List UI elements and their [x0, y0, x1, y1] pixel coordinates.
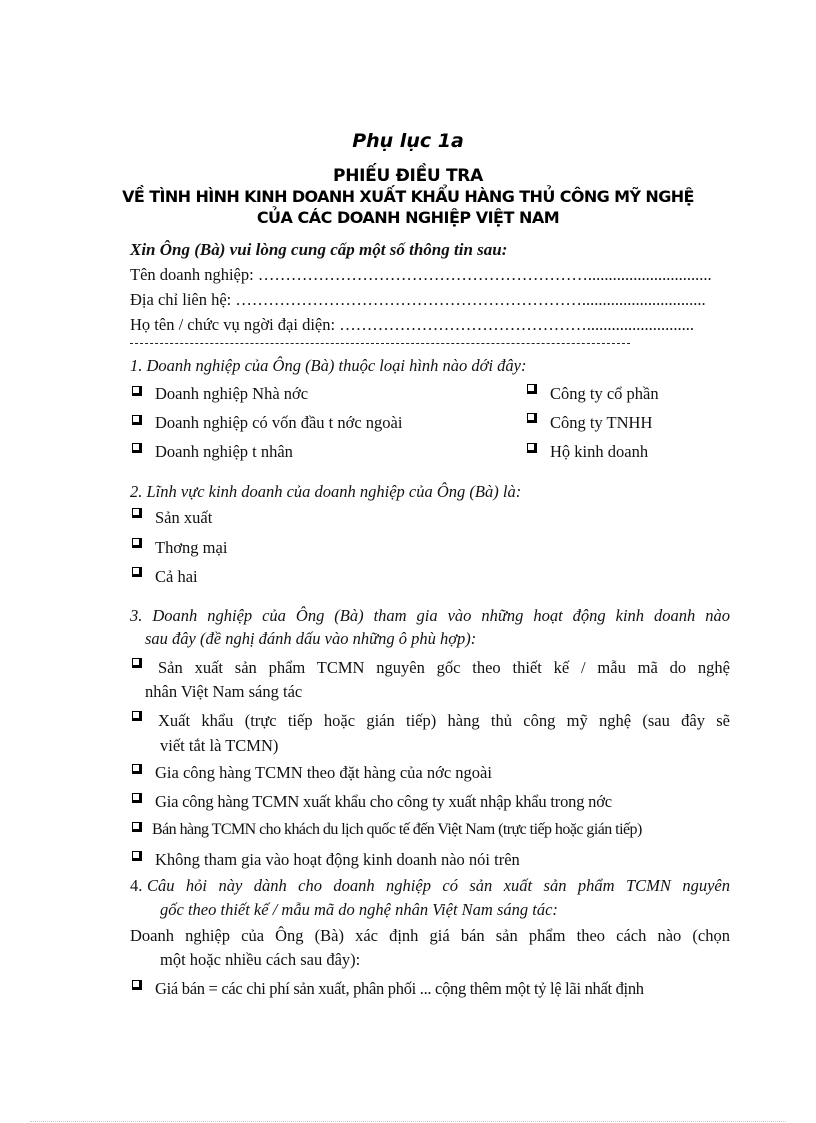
q3-option-2-checkbox[interactable] — [132, 711, 142, 721]
q2-option-2-checkbox[interactable] — [132, 538, 142, 548]
representative-field[interactable]: Họ tên / chức vụ ngời đại diện: ……………………………………….......................... — [130, 315, 694, 334]
q1-option-2-label: Công ty cổ phần — [550, 384, 659, 403]
section-divider — [130, 343, 630, 344]
q4-prompt-line2: một hoặc nhiều cách sau đây): — [160, 950, 361, 969]
q3-option-1-label-line2: nhân Việt Nam sáng tác — [145, 682, 303, 701]
q3-option-1-label-line1: Sản xuất sản phẩm TCMN nguyên gốc theo thiết kế / mẫu mã do nghệ — [158, 658, 730, 677]
q3-option-1-checkbox[interactable] — [132, 658, 142, 668]
q4-option-1-checkbox[interactable] — [132, 980, 142, 990]
q3-option-4-checkbox[interactable] — [132, 793, 142, 803]
q3-option-3-label: Gia công hàng TCMN theo đặt hàng của nớc ngoài — [155, 763, 492, 782]
q4-option-1-label: Giá bán = các chi phí sản xuất, phân phối ... cộng thêm một tỷ lệ lãi nhất định — [155, 979, 644, 998]
contact-address-field[interactable]: Địa chỉ liên hệ: ……………………………………………………….............................. — [130, 290, 706, 309]
q1-option-3-label: Doanh nghiệp có vốn đầu t nớc ngoài — [155, 413, 403, 432]
q1-option-1-checkbox[interactable] — [132, 386, 142, 396]
q2-option-1-label: Sản xuất — [155, 508, 213, 527]
survey-title: PHIẾU ĐIỀU TRA — [333, 166, 483, 186]
q3-option-5-label: Bán hàng TCMN cho khách du lịch quốc tế đến Việt Nam (trực tiếp hoặc gián tiếp) — [152, 821, 642, 838]
q1-option-5-checkbox[interactable] — [132, 443, 142, 453]
q3-option-4-label: Gia công hàng TCMN xuất khẩu cho công ty xuất nhập khẩu trong nớc — [155, 792, 612, 811]
q1-option-6-label: Hộ kinh doanh — [550, 442, 649, 461]
q3-question-line1: 3. Doanh nghiệp của Ông (Bà) tham gia vào những hoạt động kinh doanh nào — [130, 606, 730, 625]
q3-option-6-checkbox[interactable] — [132, 851, 142, 861]
q2-option-1-checkbox[interactable] — [132, 508, 142, 518]
q1-option-3-checkbox[interactable] — [132, 415, 142, 425]
appendix-label: Phụ lục 1a — [352, 130, 464, 152]
q1-option-4-checkbox[interactable] — [527, 413, 537, 423]
q2-option-3-label: Cả hai — [155, 567, 198, 586]
q2-question: 2. Lĩnh vực kinh doanh của doanh nghiệp của Ông (Bà) là: — [130, 482, 522, 501]
company-name-field[interactable]: Tên doanh nghiệp: …………………………………………………….............................. — [130, 265, 712, 284]
survey-subtitle-line1: VỀ TÌNH HÌNH KINH DOANH XUẤT KHẨU HÀNG THỦ CÔNG MỸ NGHỆ — [122, 187, 694, 206]
q1-option-6-checkbox[interactable] — [527, 443, 537, 453]
q2-option-2-label: Thơng mại — [155, 538, 228, 557]
q3-question-line2: sau đây (đề nghị đánh dấu vào những ô phù hợp): — [145, 629, 477, 648]
q3-option-3-checkbox[interactable] — [132, 764, 142, 774]
q4-prompt-line1: Doanh nghiệp của Ông (Bà) xác định giá bán sản phẩm theo cách nào (chọn — [130, 926, 730, 945]
q3-option-5-checkbox[interactable] — [132, 822, 142, 832]
q4-question-line1: Câu hỏi này dành cho doanh nghiệp có sản xuất sản phẩm TCMN nguyên — [147, 876, 730, 895]
q3-option-2-label-line1: Xuất khẩu (trực tiếp hoặc gián tiếp) hàng thủ công mỹ nghệ (sau đây sẽ — [158, 711, 730, 730]
q1-option-2-checkbox[interactable] — [527, 384, 537, 394]
q1-option-5-label: Doanh nghiệp t nhân — [155, 442, 293, 461]
page-bottom-rule — [30, 1121, 786, 1122]
survey-subtitle-line2: CỦA CÁC DOANH NGHIỆP VIỆT NAM — [256, 208, 560, 227]
q2-option-3-checkbox[interactable] — [132, 567, 142, 577]
q3-option-6-label: Không tham gia vào hoạt động kinh doanh nào nói trên — [155, 850, 520, 869]
q1-option-4-label: Công ty TNHH — [550, 413, 653, 432]
q1-question: 1. Doanh nghiệp của Ông (Bà) thuộc loại hình nào dới đây: — [130, 356, 527, 375]
q4-question-line2: gốc theo thiết kế / mẫu mã do nghệ nhân Việt Nam sáng tác: — [160, 900, 558, 919]
q4-number: 4. — [130, 876, 143, 895]
q1-option-1-label: Doanh nghiệp Nhà nớc — [155, 384, 309, 403]
intro-request: Xin Ông (Bà) vui lòng cung cấp một số thông tin sau: — [130, 240, 508, 259]
q3-option-2-label-line2: viết tắt là TCMN) — [160, 736, 279, 755]
